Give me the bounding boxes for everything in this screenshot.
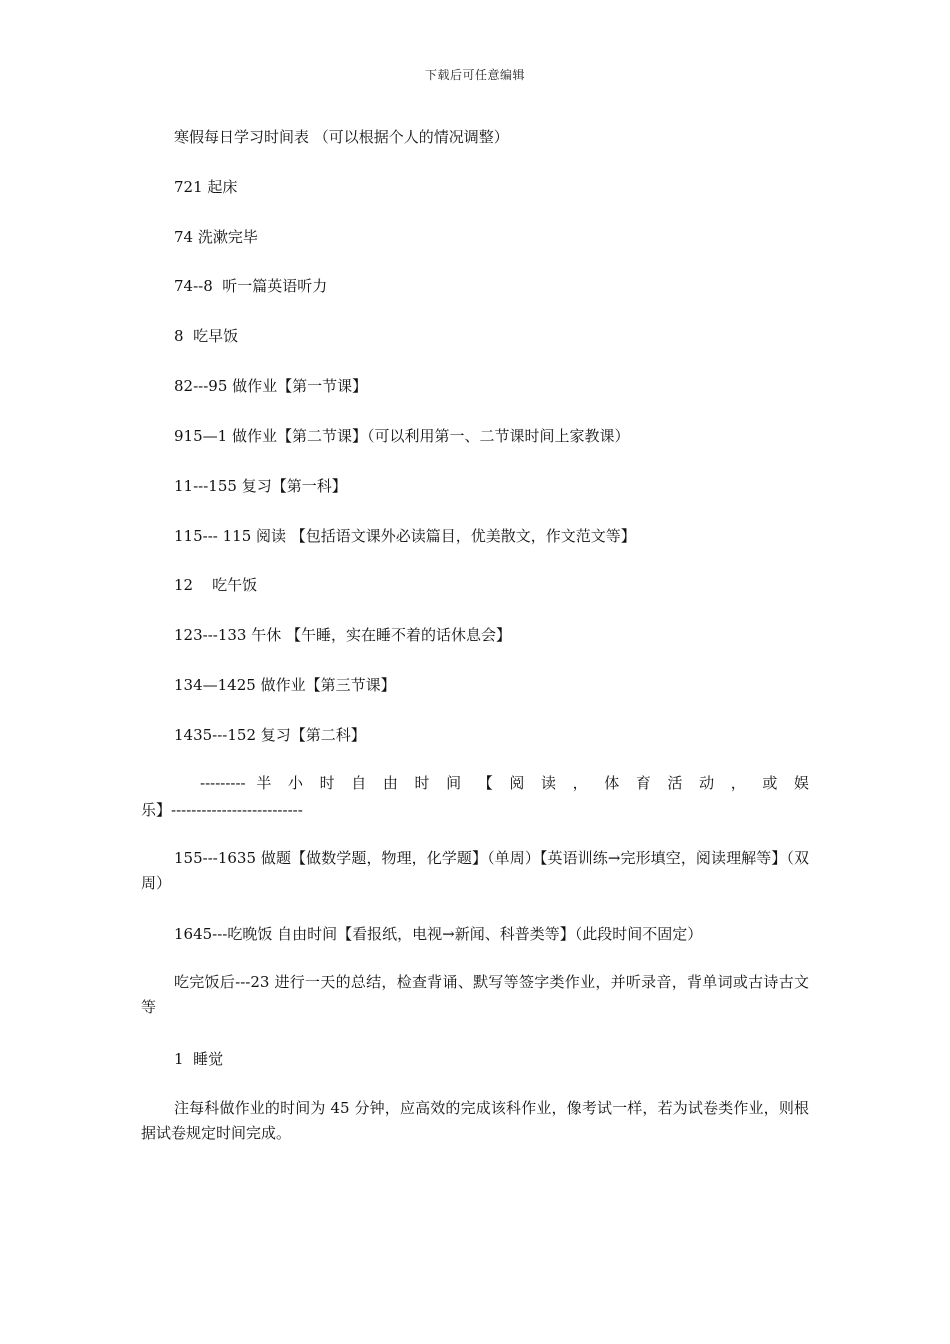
schedule-item: 74 洗漱完毕 bbox=[174, 228, 258, 246]
schedule-item: 74--8 听一篇英语听力 bbox=[174, 277, 328, 295]
schedule-item: 1435---152 复习【第二科】 bbox=[174, 726, 366, 744]
schedule-item: 134—1425 做作业【第三节课】 bbox=[174, 676, 396, 694]
page-header: 下载后可任意编辑 bbox=[424, 68, 525, 82]
schedule-item: 8 吃早饭 bbox=[174, 327, 239, 345]
sleep-line: 1 睡觉 bbox=[174, 1050, 224, 1068]
schedule-item: 721 起床 bbox=[174, 178, 238, 196]
homework-paragraph: 155---1635 做题【做数学题，物理，化学题】（单周）【英语训练→完形填空，阅读理解等】（双周） bbox=[141, 849, 809, 892]
schedule-item: 11---155 复习【第一科】 bbox=[174, 477, 347, 495]
dinner-line: 1645---吃晚饭 自由时间【看报纸，电视→新闻、科普类等】（此段时间不固定） bbox=[174, 925, 703, 943]
schedule-item: 123---133 午休 【午睡，实在睡不着的话休息会】 bbox=[174, 626, 512, 644]
document-title: 寒假每日学习时间表 （可以根据个人的情况调整） bbox=[174, 128, 509, 146]
note-paragraph: 注每科做作业的时间为 45 分钟，应高效的完成该科作业，像考试一样，若为试卷类作业，则根据试卷规定时间完成。 bbox=[141, 1099, 809, 1142]
schedule-item: 915—1 做作业【第二节课】（可以利用第一、二节课时间上家教课） bbox=[174, 427, 630, 445]
free-time-line-continued: 乐】-------------------------- bbox=[141, 801, 303, 819]
evening-paragraph: 吃完饭后---23 进行一天的总结，检查背诵、默写等签字类作业，并听录音，背单词或古诗古文等 bbox=[141, 973, 809, 1016]
free-time-line: --------- 半 小 时 自 由 时 间 【 阅 读 ， 体 育 活 动 ， 或 娱 bbox=[200, 774, 809, 792]
schedule-item: 115--- 115 阅读 【包括语文课外必读篇目，优美散文，作文范文等】 bbox=[174, 527, 636, 545]
schedule-item: 82---95 做作业【第一节课】 bbox=[174, 377, 368, 395]
schedule-item: 12 吃午饭 bbox=[174, 576, 258, 594]
